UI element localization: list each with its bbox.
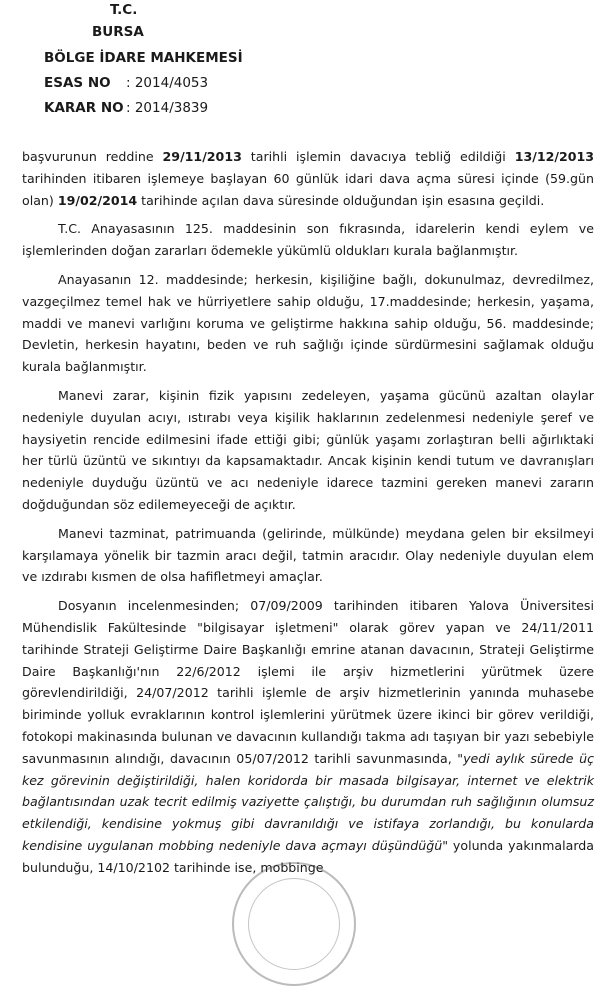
- paragraph-manevi-zarar: Manevi zarar, kişinin fizik yapısını zedeleyen, yaşama gücünü azaltan olaylar nedeniyle duyulan acıyı, ıstırabı veya kişilik haklarının zedelenmesi nedeniyle şeref ve haysiyetin rencide edilmesini ifade ettiği gibi; günlük yaşamı zorlaştıran belli ağırlıktaki her türlü üzüntü ve sıkıntıyı da kapsamaktadır. Ancak kişinin kendi tutum ve davranışları nedeniyle duyduğu üzüntü ve acı nedeniyle idarece tazmini gereken manevi zararın doğduğundan söz edilemeyeceği de açıktır.: [22, 387, 594, 512]
- p1-date-2: 13/12/2013: [514, 149, 594, 164]
- paragraph-anayasa-125: T.C. Anayasasının 125. maddesinin son fıkrasında, idarelerin kendi eylem ve işlemlerinden doğan zararları ödemekle yükümlü oldukları kurala bağlanmıştır.: [22, 221, 594, 259]
- p6-quote: "yedi aylık sürede üç kez görevinin değiştirildiği, halen koridorda bir masada bilgisayar, internet ve elektrik bağlantısından uzak tecrit edilmiş vaziyette çalıştığı, bu durumdan ruh sağlığının olumsuz etkilendiği, kendisine yokmuş gibi davranıldığı ve istifaya zorlandığı, bu konularda kendisine uygulanan mobbing nedeniyle dava açmayı düşündüğü": [22, 750, 595, 853]
- karar-no-label: KARAR NO: [44, 100, 124, 116]
- karar-no-row: [44, 100, 208, 116]
- document-body: [22, 146, 594, 886]
- header-tc: T.C.: [110, 2, 138, 18]
- p6-text-1: Dosyanın incelenmesinden; 07/09/2009 tarihinden itibaren Yalova Üniversitesi Mühendislik Fakültesinde "bilgisayar işletmeni" olarak görev yapan ve 24/11/2011 tarihinde Strateji Geliştirme Daire Başkanlığı emrine atanan davacının, Strateji Geliştirme Daire Başkanlığı'nın 22/6/2012 işlemi ile arşiv hizmetlerini yürütmek üzere görevlendirildiği, 24/07/2012 tarihli işlemle de arşiv hizmetlerinin yanında muhasebe biriminde yolluk evraklarının kontrol işlemlerini yürütmek üzere ikinci bir görev verildiği, fotokopi makinasında bulunan ve davacının kullandığı takma adı taşıyan bir yazı sebebiyle savunmasının alındığı, davacının 05/07/2012 tarihli savunmasında,: [22, 598, 594, 766]
- esas-no-row: [44, 75, 208, 91]
- header-court: BÖLGE İDARE MAHKEMESİ: [44, 50, 243, 66]
- paragraph-dava-suresi: [22, 146, 594, 211]
- p1-date-1: 29/11/2013: [162, 149, 242, 164]
- esas-no-label: ESAS NO: [44, 75, 111, 91]
- karar-no-value: : 2014/3839: [126, 100, 209, 116]
- esas-no-value: : 2014/4053: [126, 75, 209, 91]
- paragraph-anayasa-12: Anayasanın 12. maddesinde; herkesin, kişiliğine bağlı, dokunulmaz, devredilmez, vazgeçilmez temel hak ve hürriyetlere sahip olduğu, 17.maddesinde; herkesin, yaşama, maddi ve manevi varlığını koruma ve geliştirme hakkına sahip olduğu, 56. maddesinde; Devletin, herkesin hayatını, beden ve ruh sağlığı içinde sürdürmesini sağlamak olduğu kurala bağlanmıştır.: [22, 271, 594, 375]
- p1-text-2: tarihli işlemin davacıya tebliğ edildiği: [241, 149, 515, 164]
- paragraph-dosya-inceleme: [22, 595, 594, 878]
- p1-text-3: tarihinden itibaren işlemeye başlayan 60 günlük idari dava açma süresi içinde (59.gün olan): [22, 170, 594, 208]
- header-city: BURSA: [92, 24, 144, 40]
- p6-text-2: yolunda yakınmalarda bulunduğu, 14/10/2102 tarihinde ise, mobbinge: [22, 837, 594, 875]
- p1-text-4: tarihinde açılan dava süresinde olduğundan işin esasına geçildi.: [137, 192, 545, 208]
- p1-date-3: 19/02/2014: [57, 192, 138, 208]
- p1-text-1: başvurunun reddine: [22, 149, 163, 164]
- paragraph-manevi-tazminat: Manevi tazminat, patrimuanda (gelirinde, mülkünde) meydana gelen bir eksilmeyi karşılamaya yönelik bir tazmin aracı değil, tatmin aracıdır. Olay nedeniyle duyulan elem ve ızdırabı kısmen de olsa hafifletmeyi amaçlar.: [22, 525, 594, 585]
